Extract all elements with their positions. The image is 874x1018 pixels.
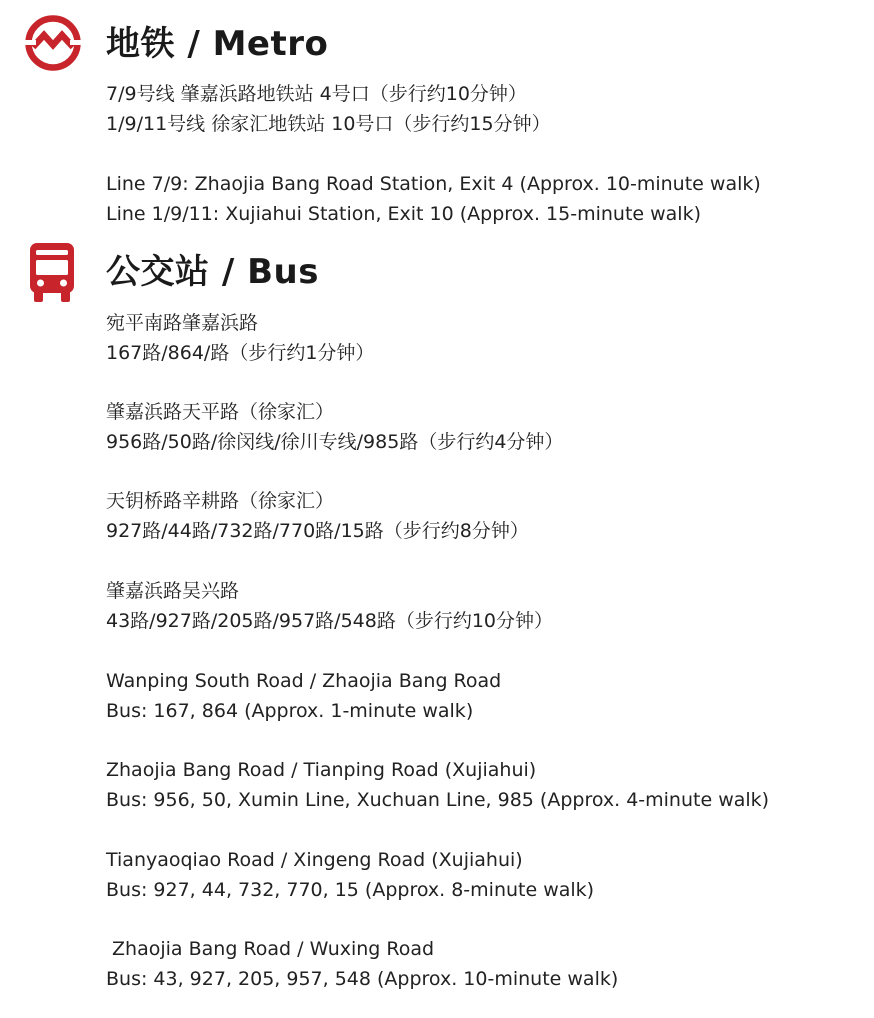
- metro-line-cn-1: 7/9号线 肇嘉浜路地铁站 4号口（步行约10分钟）: [106, 83, 527, 105]
- bus-routes-en-3: Bus: 927, 44, 732, 770, 15 (Approx. 8-minute walk): [106, 879, 595, 901]
- bus-stop-en-3: Tianyaoqiao Road / Xingeng Road (Xujiahui): [106, 849, 523, 871]
- bus-stop-cn-1: 宛平南路肇嘉浜路: [106, 312, 259, 334]
- bus-stop-en-4: Zhaojia Bang Road / Wuxing Road: [106, 938, 435, 960]
- shanghai-metro-logo-icon: [24, 14, 82, 72]
- bus-icon: [28, 241, 76, 303]
- metro-line-cn-2: 1/9/11号线 徐家汇地铁站 10号口（步行约15分钟）: [106, 113, 551, 135]
- metro-line-en-1: Line 7/9: Zhaojia Bang Road Station, Exit 4 (Approx. 10-minute walk): [106, 173, 761, 195]
- metro-line-en-2: Line 1/9/11: Xujiahui Station, Exit 10 (Approx. 15-minute walk): [106, 203, 702, 225]
- bus-routes-cn-2: 956路/50路/徐闵线/徐川专线/985路（步行约4分钟）: [106, 431, 564, 453]
- bus-routes-en-1: Bus: 167, 864 (Approx. 1-minute walk): [106, 700, 474, 722]
- metro-heading: 地铁 / Metro: [106, 24, 329, 64]
- bus-stop-cn-4: 肇嘉浜路吴兴路: [106, 580, 240, 602]
- bus-stop-en-2: Zhaojia Bang Road / Tianping Road (Xujiahui): [106, 759, 537, 781]
- bus-heading: 公交站 / Bus: [106, 252, 319, 292]
- bus-stop-cn-3: 天钥桥路辛耕路（徐家汇）: [106, 490, 335, 512]
- bus-routes-en-4: Bus: 43, 927, 205, 957, 548 (Approx. 10-minute walk): [106, 968, 619, 990]
- bus-routes-en-2: Bus: 956, 50, Xumin Line, Xuchuan Line, 985 (Approx. 4-minute walk): [106, 789, 770, 811]
- bus-routes-cn-1: 167路/864/路（步行约1分钟）: [106, 342, 375, 364]
- bus-stop-en-1: Wanping South Road / Zhaojia Bang Road: [106, 670, 502, 692]
- bus-stop-cn-2: 肇嘉浜路天平路（徐家汇）: [106, 401, 335, 423]
- bus-routes-cn-3: 927路/44路/732路/770路/15路（步行约8分钟）: [106, 520, 529, 542]
- bus-routes-cn-4: 43路/927路/205路/957路/548路（步行约10分钟）: [106, 610, 554, 632]
